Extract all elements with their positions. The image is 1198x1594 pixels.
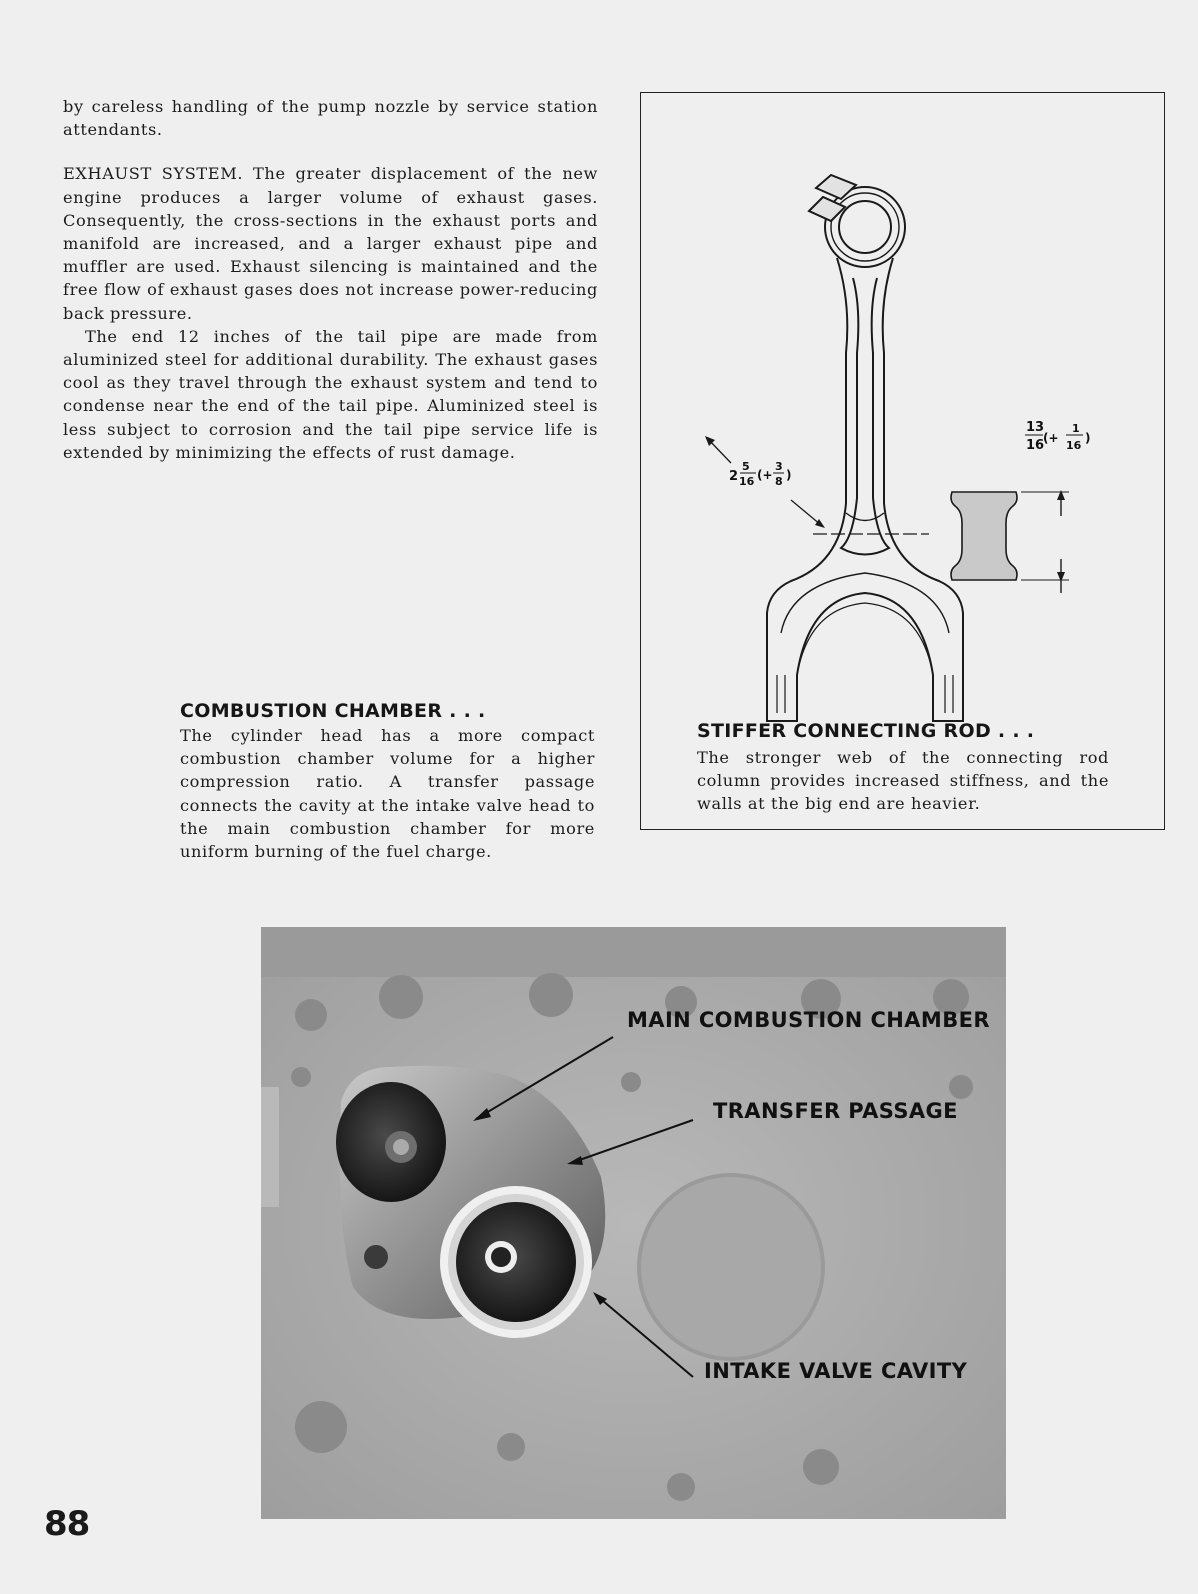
web-dim-plus: (+ — [757, 468, 773, 482]
web-dim-whole: 2 — [729, 469, 739, 484]
section-dim-den: 16 — [1026, 438, 1045, 453]
section-dim-num: 13 — [1026, 420, 1045, 435]
label-intake-valve-cavity: INTAKE VALVE CAVITY — [704, 1359, 968, 1383]
page-number: 88 — [44, 1504, 90, 1544]
web-dim-pden: 8 — [775, 475, 783, 488]
tail-pipe-paragraph: The end 12 inches of the tail pipe are made from aluminized steel for additional durability. The exhaust gases cool as they travel through the exhaust system and tend to condense near the end of the tail pipe. Aluminized steel is less subject to corrosion and the tail pipe service life is extended by minimizing the effects of rust damage. — [63, 326, 598, 462]
web-dim-pnum: 3 — [775, 460, 783, 473]
connecting-rod-body: The stronger web of the connecting rod column provides increased stiffness, and the walls at the big end are heavier. — [697, 748, 1109, 814]
connecting-rod-heading: STIFFER CONNECTING ROD . . . — [697, 720, 1035, 742]
intro-text — [63, 95, 598, 464]
web-dim-den: 16 — [739, 475, 755, 488]
combustion-heading: COMBUSTION CHAMBER . . . — [180, 700, 486, 722]
section-dim-pnum: 1 — [1072, 422, 1080, 435]
web-dim-close: ) — [786, 468, 792, 482]
intro-paragraph-1: by careless handling of the pump nozzle by service station attendants. — [63, 97, 598, 140]
web-dim-num: 5 — [742, 460, 750, 473]
section-dim-close: ) — [1085, 431, 1091, 445]
cylinder-head-photo — [261, 927, 1006, 1519]
exhaust-paragraph: EXHAUST SYSTEM. The greater displacement of the new engine produces a larger volume of exhaust gases. Consequently, the cross-sections in the exhaust ports and manifold are increased, and a larger exhaust pipe and muffler are used. Exhaust silencing is maintained and the free flow of exhaust gases does not increase power-reducing back pressure. — [63, 164, 598, 323]
label-main-combustion-chamber: MAIN COMBUSTION CHAMBER — [627, 1008, 990, 1032]
combustion-body: The cylinder head has a more compact combustion chamber volume for a higher compression ratio. A transfer passage connects the cavity at the intake valve head to the main combustion chamber for more uniform burning of the fuel charge. — [180, 726, 595, 862]
combustion-caption — [180, 700, 595, 863]
section-dim-plus: (+ — [1043, 431, 1059, 445]
connecting-rod-caption — [697, 720, 1109, 816]
label-transfer-passage: TRANSFER PASSAGE — [713, 1099, 958, 1123]
section-dim-pden: 16 — [1066, 439, 1082, 452]
